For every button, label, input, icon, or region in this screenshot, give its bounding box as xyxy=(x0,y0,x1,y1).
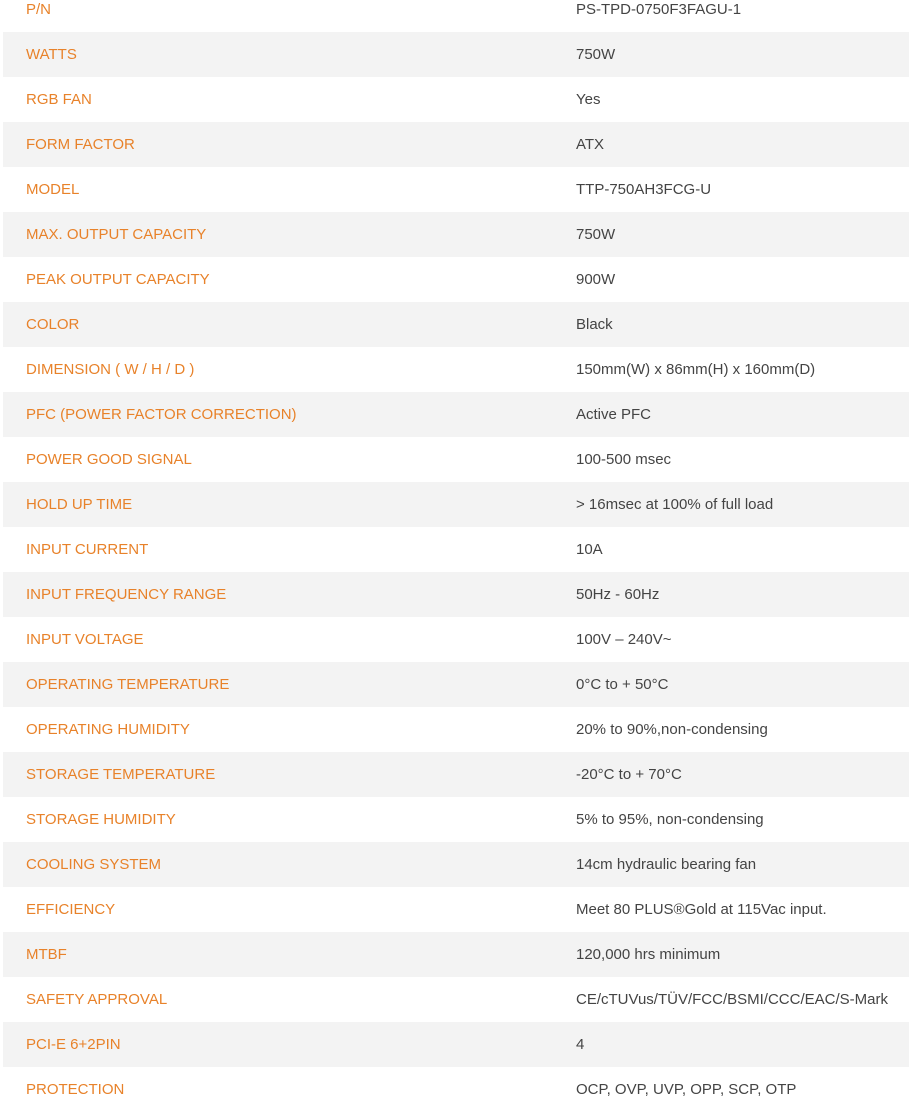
spec-value: Meet 80 PLUS®Gold at 115Vac input. xyxy=(576,901,827,918)
spec-value: 150mm(W) x 86mm(H) x 160mm(D) xyxy=(576,361,816,378)
spec-label: COLOR xyxy=(26,316,80,333)
spec-value: 14cm hydraulic bearing fan xyxy=(576,856,757,873)
spec-label: STORAGE TEMPERATURE xyxy=(26,766,216,783)
spec-label: PFC (POWER FACTOR CORRECTION) xyxy=(26,406,297,423)
spec-label: OPERATING TEMPERATURE xyxy=(26,676,230,693)
spec-value: 20% to 90%,non-condensing xyxy=(576,721,768,738)
spec-value: Active PFC xyxy=(576,406,652,423)
spec-row-pcie xyxy=(3,1022,909,1067)
spec-value: Yes xyxy=(576,91,601,108)
spec-row-model xyxy=(3,167,909,212)
spec-value: 0°C to + 50°C xyxy=(576,676,669,693)
spec-label: MAX. OUTPUT CAPACITY xyxy=(26,226,207,243)
spec-value: 750W xyxy=(576,46,616,63)
spec-row-power-good xyxy=(3,437,909,482)
spec-label: HOLD UP TIME xyxy=(26,496,133,513)
spec-value: 4 xyxy=(576,1036,585,1053)
spec-label: P/N xyxy=(26,1,52,18)
spec-label: MTBF xyxy=(26,946,67,963)
spec-value: > 16msec at 100% of full load xyxy=(576,496,774,513)
spec-row-mtbf xyxy=(3,932,909,977)
spec-value: 100-500 msec xyxy=(576,451,672,468)
spec-row-storage-temperature xyxy=(3,752,909,797)
spec-row-watts xyxy=(3,32,909,77)
spec-row-protection xyxy=(3,1067,909,1112)
spec-label: MODEL xyxy=(26,181,80,198)
spec-row-storage-humidity xyxy=(3,797,909,842)
spec-row-pfc xyxy=(3,392,909,437)
spec-label: EFFICIENCY xyxy=(26,901,116,918)
spec-label: PCI-E 6+2PIN xyxy=(26,1036,121,1053)
spec-label: INPUT VOLTAGE xyxy=(26,631,144,648)
spec-row-form-factor xyxy=(3,122,909,167)
spec-row-color xyxy=(3,302,909,347)
spec-row-operating-humidity xyxy=(3,707,909,752)
spec-value: 900W xyxy=(576,271,616,288)
spec-label: OPERATING HUMIDITY xyxy=(26,721,190,738)
spec-row-input-current xyxy=(3,527,909,572)
spec-label: INPUT FREQUENCY RANGE xyxy=(26,586,227,603)
spec-row-dimension xyxy=(3,347,909,392)
spec-row-operating-temperature xyxy=(3,662,909,707)
spec-value: 750W xyxy=(576,226,616,243)
spec-row-cooling-system xyxy=(3,842,909,887)
spec-label: STORAGE HUMIDITY xyxy=(26,811,176,828)
spec-row-pn xyxy=(3,0,909,32)
spec-row-input-frequency xyxy=(3,572,909,617)
spec-row-rgb-fan xyxy=(3,77,909,122)
spec-value: PS-TPD-0750F3FAGU-1 xyxy=(576,1,742,18)
spec-label: DIMENSION ( W / H / D ) xyxy=(26,361,195,378)
spec-value: Black xyxy=(576,316,613,333)
spec-row-peak-output xyxy=(3,257,909,302)
spec-value: ATX xyxy=(576,136,605,153)
spec-label: PROTECTION xyxy=(26,1081,125,1098)
spec-value: 120,000 hrs minimum xyxy=(576,946,721,963)
spec-value: 50Hz - 60Hz xyxy=(576,586,660,603)
spec-value: TTP-750AH3FCG-U xyxy=(576,181,712,198)
spec-value: 5% to 95%, non-condensing xyxy=(576,811,764,828)
spec-label: WATTS xyxy=(26,46,77,63)
spec-value: OCP, OVP, UVP, OPP, SCP, OTP xyxy=(576,1081,797,1098)
spec-label: FORM FACTOR xyxy=(26,136,135,153)
spec-label: PEAK OUTPUT CAPACITY xyxy=(26,271,210,288)
spec-label: INPUT CURRENT xyxy=(26,541,149,558)
spec-label: RGB FAN xyxy=(26,91,92,108)
spec-label: COOLING SYSTEM xyxy=(26,856,162,873)
spec-row-input-voltage xyxy=(3,617,909,662)
spec-label: POWER GOOD SIGNAL xyxy=(26,451,192,468)
spec-row-efficiency xyxy=(3,887,909,932)
spec-value: 10A xyxy=(576,541,603,558)
spec-value: 100V – 240V~ xyxy=(576,631,672,648)
spec-value: -20°C to + 70°C xyxy=(576,766,682,783)
spec-label: SAFETY APPROVAL xyxy=(26,991,168,1008)
spec-row-max-output xyxy=(3,212,909,257)
spec-value: CE/cTUVus/TÜV/FCC/BSMI/CCC/EAC/S-Mark xyxy=(576,991,888,1008)
spec-row-safety-approval xyxy=(3,977,909,1022)
spec-row-hold-up xyxy=(3,482,909,527)
spec-table xyxy=(3,0,909,1112)
